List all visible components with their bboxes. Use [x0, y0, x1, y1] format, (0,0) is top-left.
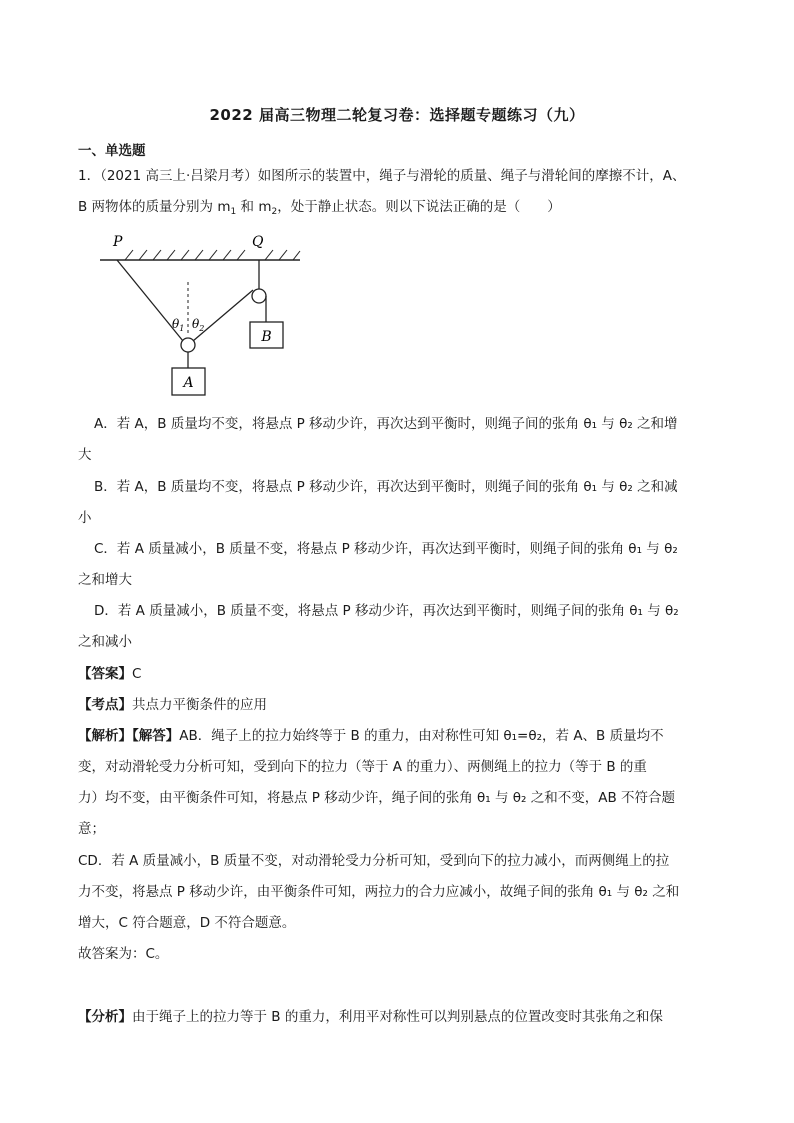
label-theta1: $\theta_1$ — [172, 317, 185, 333]
answer-line — [78, 664, 141, 684]
analysis-label: 【解析】【解答】 — [78, 728, 180, 744]
analysis-line-7: 增大，C 符合题意，D 不符合题意。 — [78, 915, 296, 931]
analysis-line-2: 变，对动滑轮受力分析可知，受到向下的拉力（等于 A 的重力）、两侧绳上的拉力（等于 B 的重 — [78, 759, 647, 775]
fenxi-label: 【分析】 — [78, 1009, 132, 1025]
option-b-line-2: 小 — [78, 510, 92, 526]
page-title: 2022 届高三物理二轮复习卷：选择题专题练习（九） — [209, 106, 585, 124]
analysis-line-3: 力）均不变，由平衡条件可知，将悬点 P 移动少许，绳子间的张角 θ₁ 与 θ₂ 之和不变，AB 不符合题 — [78, 790, 676, 806]
analysis-text-1: AB．绳子上的拉力始终等于 B 的重力，由对称性可知 θ₁=θ₂，若 A、B 质量均不 — [179, 728, 664, 744]
label-theta2: $\theta_2$ — [192, 317, 205, 333]
analysis-line-1 — [78, 726, 664, 746]
label-p: P — [113, 234, 123, 250]
question-line-1: 1．（2021 高三上·吕梁月考）如图所示的装置中，绳子与滑轮的质量、绳子与滑轮间的摩擦不计，A、 — [78, 168, 686, 184]
pulley-diagram — [95, 228, 305, 400]
rope-right — [193, 290, 253, 341]
topic-label: 【考点】 — [78, 697, 132, 713]
topic-value: 共点力平衡条件的应用 — [132, 697, 267, 713]
option-a-line-2: 大 — [78, 447, 92, 463]
analysis-line-4: 意； — [78, 821, 105, 837]
label-q: Q — [252, 234, 264, 250]
section-heading: 一、单选题 — [78, 143, 146, 159]
option-c-line-2: 之和增大 — [78, 572, 132, 588]
ceiling-hatching — [125, 250, 300, 260]
option-c-line-1: C．若 A 质量减小，B 质量不变，将悬点 P 移动少许，再次达到平衡时，则绳子间的张角 θ₁ 与 θ₂ — [94, 541, 678, 557]
analysis-line-5: CD．若 A 质量减小，B 质量不变，对动滑轮受力分析可知，受到向下的拉力减小，而两侧绳上的拉 — [78, 853, 670, 869]
question-text-part-2: 和 m — [236, 199, 272, 215]
analysis-line-6: 力不变，将悬点 P 移动少许，由平衡条件可知，两拉力的合力应减小，故绳子间的张角 θ₁ 与 θ₂ 之和 — [78, 884, 680, 900]
answer-label: 【答案】 — [78, 666, 132, 682]
answer-value: C — [132, 666, 142, 682]
fenxi-text: 由于绳子上的拉力等于 B 的重力，利用平对称性可以判别悬点的位置改变时其张角之和保 — [132, 1009, 663, 1025]
pulley-q — [252, 289, 266, 303]
subscript-1: 1 — [230, 207, 237, 217]
question-line-2 — [78, 197, 561, 217]
label-a: A — [183, 375, 194, 391]
topic-line — [78, 695, 267, 715]
fenxi-line — [78, 1007, 663, 1027]
question-text-part-1: B 两物体的质量分别为 m — [78, 199, 231, 215]
option-a-line-1: A．若 A，B 质量均不变，将悬点 P 移动少许，再次达到平衡时，则绳子间的张角 θ₁ 与 θ₂ 之和增 — [94, 416, 678, 432]
analysis-line-8: 故答案为：C。 — [78, 946, 169, 962]
pulley-a — [181, 338, 195, 352]
subscript-2: 2 — [271, 207, 278, 217]
label-b: B — [261, 329, 272, 345]
option-b-line-1: B．若 A，B 质量均不变，将悬点 P 移动少许，再次达到平衡时，则绳子间的张角 θ₁ 与 θ₂ 之和减 — [94, 479, 678, 495]
option-d-line-1: D．若 A 质量减小，B 质量不变，将悬点 P 移动少许，再次达到平衡时，则绳子间的张角 θ₁ 与 θ₂ — [94, 603, 679, 619]
question-text-part-3: ，处于静止状态。则以下说法正确的是（ ） — [277, 199, 561, 215]
option-d-line-2: 之和减小 — [78, 634, 132, 650]
